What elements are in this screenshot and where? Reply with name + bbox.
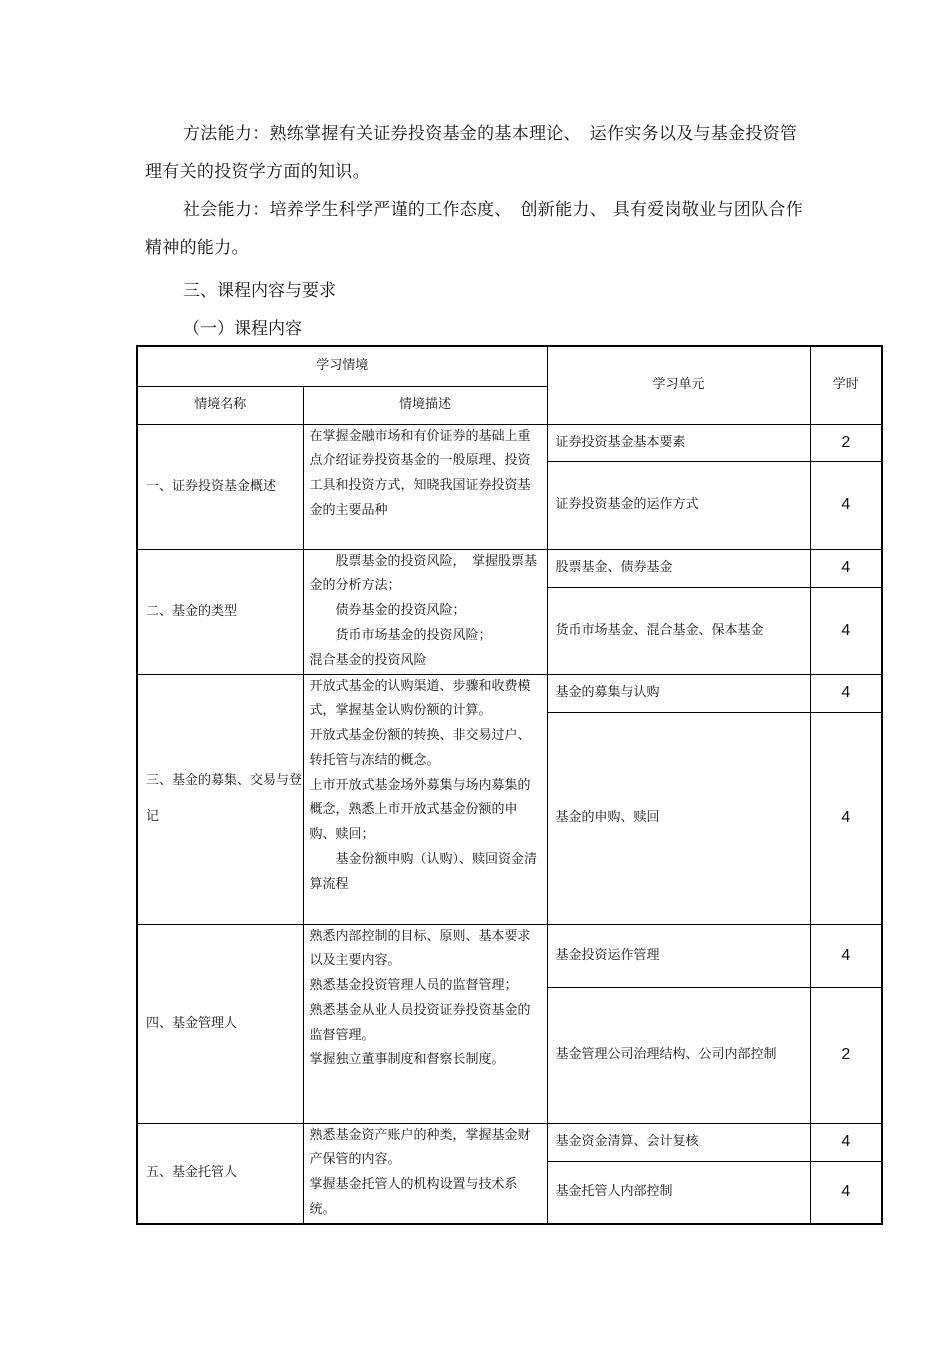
paragraph-social-ability: 社会能力：培养学生科学严谨的工作态度、 创新能力、 具有爱岗敬业与团队合作精神的能力。	[145, 200, 804, 258]
class-hours: 4	[810, 924, 882, 987]
class-hours: 4	[810, 1123, 882, 1161]
class-hours: 4	[810, 549, 882, 587]
header-learning-situation: 学习情境	[137, 346, 547, 386]
learning-unit: 证券投资基金基本要素	[547, 424, 810, 461]
subsection-heading: （一）课程内容	[183, 319, 302, 339]
learning-unit: 基金的申购、赎回	[547, 712, 810, 924]
class-hours: 4	[810, 674, 882, 712]
situation-description: 熟悉基金资产账户的种类，掌握基金财产保管的内容。 掌握基金托管人的机构设置与技术系统。	[303, 1123, 547, 1224]
class-hours: 4	[810, 461, 882, 549]
learning-unit: 货币市场基金、混合基金、保本基金	[547, 587, 810, 674]
situation-name: 五、基金托管人	[137, 1123, 303, 1224]
situation-name: 四、基金管理人	[137, 924, 303, 1123]
paragraph-method-ability: 方法能力：熟练掌握有关证券投资基金的基本理论、 运作实务以及与基金投资管理有关的投资学方面的知识。	[145, 124, 798, 182]
situation-description: 开放式基金的认购渠道、步骤和收费模式，掌握基金认购份额的计算。 开放式基金份额的转换、非交易过户、转托管与冻结的概念。 上市开放式基金场外募集与场内募集的概念，熟悉上市开放式基金份额的申购、赎回； 基金份额申购（认购）、赎回资金清算流程	[303, 674, 547, 924]
learning-unit: 基金的募集与认购	[547, 674, 810, 712]
situation-name: 二、基金的类型	[137, 549, 303, 674]
situation-name: 三、基金的募集、交易与登记	[137, 674, 303, 924]
class-hours: 2	[810, 424, 882, 461]
class-hours: 4	[810, 712, 882, 924]
situation-name: 一、证券投资基金概述	[137, 424, 303, 549]
class-hours: 4	[810, 587, 882, 674]
situation-description: 熟悉内部控制的目标、原则、基本要求以及主要内容。 熟悉基金投资管理人员的监督管理； 熟悉基金从业人员投资证券投资基金的监督管理。 掌握独立董事制度和督察长制度。	[303, 924, 547, 1123]
header-class-hours: 学时	[810, 346, 882, 424]
course-content-table	[136, 345, 883, 1225]
header-situation-name: 情境名称	[137, 386, 303, 424]
learning-unit: 基金托管人内部控制	[547, 1161, 810, 1223]
section-heading: 三、课程内容与要求	[183, 281, 336, 301]
header-learning-unit: 学习单元	[547, 346, 810, 424]
class-hours: 2	[810, 987, 882, 1123]
learning-unit: 基金投资运作管理	[547, 924, 810, 987]
header-situation-description: 情境描述	[303, 386, 547, 424]
class-hours: 4	[810, 1161, 882, 1223]
situation-description: 股票基金的投资风险， 掌握股票基金的分析方法； 债券基金的投资风险； 货币市场基金的投资风险； 混合基金的投资风险	[303, 549, 547, 674]
learning-unit: 证券投资基金的运作方式	[547, 461, 810, 549]
learning-unit: 股票基金、债券基金	[547, 549, 810, 587]
learning-unit: 基金管理公司治理结构、公司内部控制	[547, 987, 810, 1123]
learning-unit: 基金资金清算、会计复核	[547, 1123, 810, 1161]
situation-description: 在掌握金融市场和有价证券的基础上重点介绍证券投资基金的一般原理、投资工具和投资方式，知晓我国证券投资基金的主要品种	[303, 424, 547, 549]
